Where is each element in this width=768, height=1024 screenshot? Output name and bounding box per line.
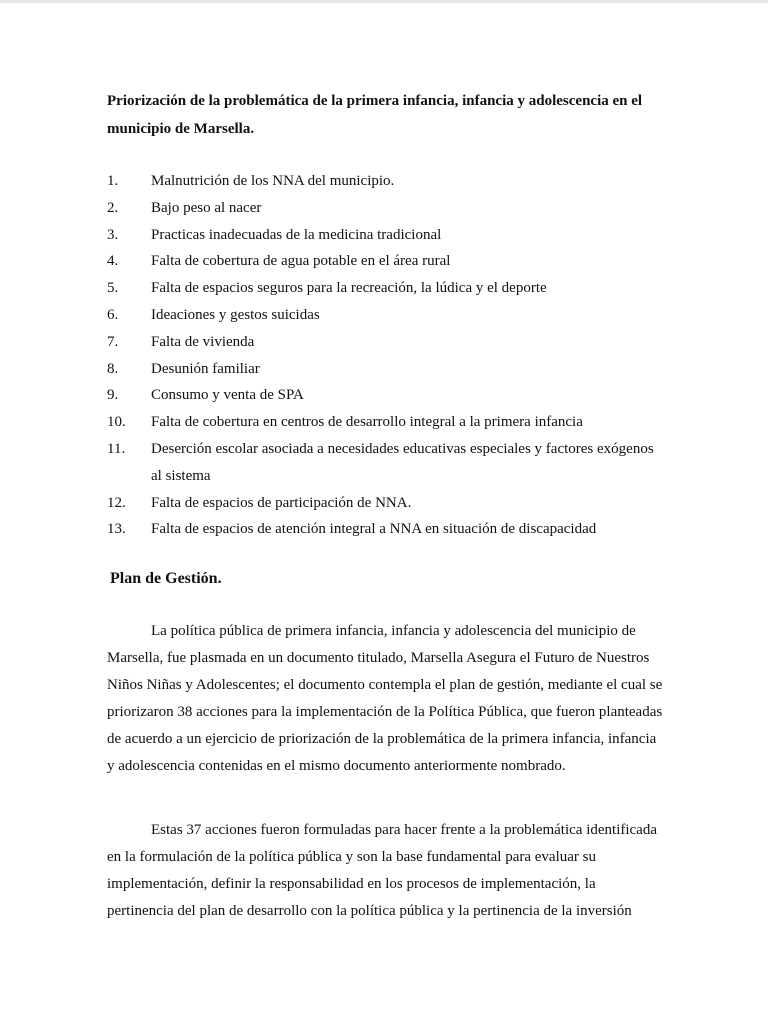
list-item — [107, 409, 667, 436]
list-item — [107, 168, 667, 195]
paragraph-1: La política pública de primera infancia, infancia y adolescencia del municipio de Marsella, fue plasmada en un documento titulado, Marsella Asegura el Futuro de Nuestros Niños Niñas y Adolescentes; el documento contempla el plan de gestión, mediante el cual se priorizaron 38 acciones para la implementación de la Política Pública, que fueron planteadas de acuerdo a un ejercicio de priorización de la problemática de la primera infancia, infancia y adolescencia contenidas en el mismo documento anteriormente nombrado. — [107, 623, 663, 774]
paragraph-2: Estas 37 acciones fueron formuladas para hacer frente a la problemática identificada en la formulación de la política pública y son la base fundamental para evaluar su implementación, definir la responsabilidad en los procesos de implementación, la pertinencia del plan de desarrollo con la política pública y la pertinencia de la inversión — [107, 822, 658, 919]
list-item — [107, 275, 667, 302]
list-item-text: Practicas inadecuadas de la medicina tradicional — [151, 226, 442, 243]
list-item-number: 10. — [107, 414, 126, 431]
list-item-number: 2. — [107, 199, 119, 216]
list-item — [107, 490, 667, 517]
list-item — [107, 302, 667, 329]
list-item — [107, 195, 667, 222]
list-item-number: 8. — [107, 360, 119, 377]
list-item — [107, 382, 667, 409]
list-item-number: 5. — [107, 280, 119, 297]
list-item — [107, 222, 667, 249]
list-item-number: 6. — [107, 306, 119, 323]
list-item-text: Ideaciones y gestos suicidas — [151, 306, 320, 323]
document-heading: Priorización de la problemática de la primera infancia, infancia y adolescencia en el municipio de Marsella. — [107, 93, 643, 137]
list-item-number: 4. — [107, 253, 119, 270]
list-item-text: Deserción escolar asociada a necesidades educativas especiales y factores exógenos al sistema — [151, 440, 654, 484]
list-item-text: Falta de espacios de participación de NNA. — [151, 494, 412, 511]
problem-list — [107, 168, 667, 543]
list-item-text: Falta de espacios de atención integral a NNA en situación de discapacidad — [151, 521, 597, 538]
list-item-number: 12. — [107, 494, 126, 511]
section-title: Plan de Gestión. — [110, 570, 222, 587]
list-item — [107, 248, 667, 275]
list-item-text: Desunión familiar — [151, 360, 260, 377]
list-item-text: Falta de cobertura de agua potable en el área rural — [151, 253, 451, 270]
list-item-text: Falta de vivienda — [151, 333, 255, 350]
list-item-number: 9. — [107, 387, 119, 404]
list-item-number: 7. — [107, 333, 119, 350]
list-item-number: 3. — [107, 226, 119, 243]
list-item-text: Falta de espacios seguros para la recreación, la lúdica y el deporte — [151, 280, 547, 297]
list-item-number: 1. — [107, 173, 119, 189]
list-item — [107, 329, 667, 356]
list-item-number: 13. — [107, 521, 126, 538]
list-item-text: Bajo peso al nacer — [151, 199, 262, 216]
list-item — [107, 436, 667, 490]
list-item — [107, 516, 667, 543]
list-item-text: Malnutrición de los NNA del municipio. — [151, 173, 395, 189]
list-item — [107, 356, 667, 383]
list-item-number: 11. — [107, 440, 126, 457]
list-item-text: Consumo y venta de SPA — [151, 387, 304, 404]
list-item-text: Falta de cobertura en centros de desarrollo integral a la primera infancia — [151, 414, 583, 431]
